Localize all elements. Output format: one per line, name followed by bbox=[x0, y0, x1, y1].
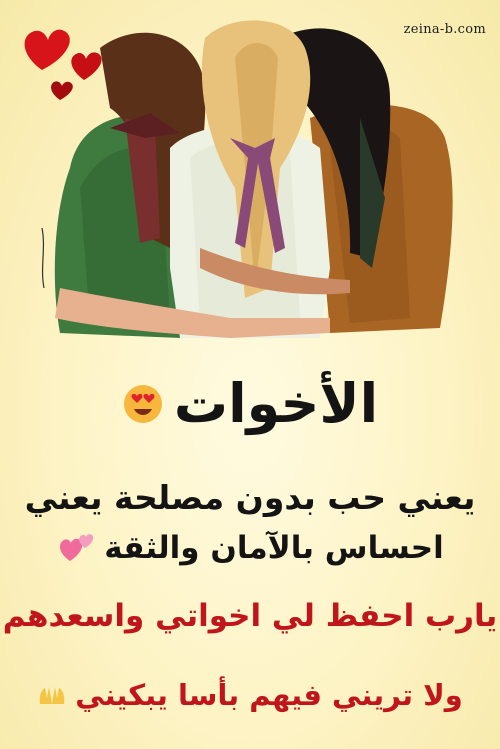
text-line-2-row bbox=[0, 530, 500, 566]
text-line-2: احساس بالآمان والثقة bbox=[104, 530, 444, 566]
heart-eyes-face-icon bbox=[122, 383, 164, 425]
title-row bbox=[0, 372, 500, 435]
text-line-4-row bbox=[0, 678, 500, 712]
text-line-3: يارب احفظ لي اخواتي واسعدهم bbox=[2, 598, 498, 634]
raised-hands-icon bbox=[37, 684, 67, 706]
sisters-illustration bbox=[30, 18, 480, 358]
two-hearts-icon bbox=[56, 531, 96, 565]
title: الأخوات bbox=[173, 372, 379, 435]
text-line-1: يعني حب بدون مصلحة يعني bbox=[24, 478, 476, 517]
watermark: zeina-b.com bbox=[403, 22, 486, 37]
text-line-4: ولا تريني فيهم بأسا يبكيني bbox=[75, 678, 463, 712]
